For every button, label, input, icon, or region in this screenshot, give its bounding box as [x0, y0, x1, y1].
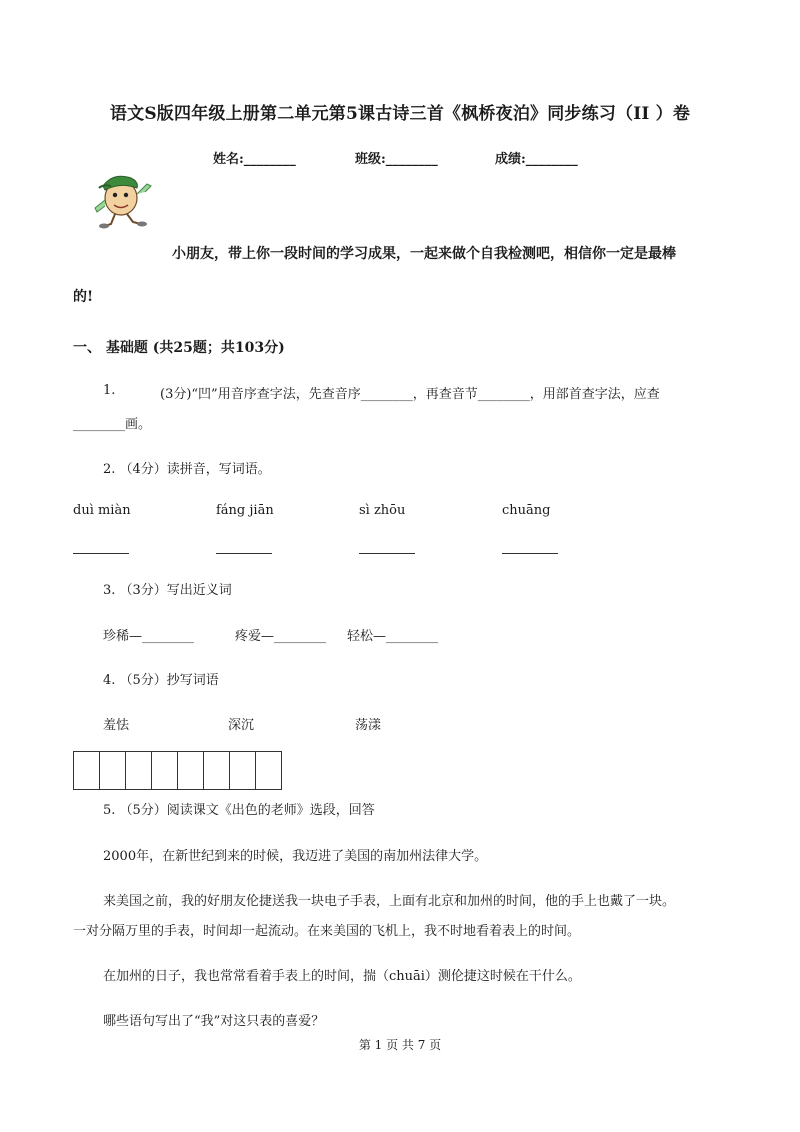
- q2-answer-blank-1[interactable]: [73, 553, 129, 554]
- q4-word-2: 深沉: [228, 718, 255, 733]
- writing-grid-cell[interactable]: [178, 752, 204, 789]
- q4-word-3: 荡漾: [355, 718, 382, 733]
- mascot-illustration: [85, 168, 157, 230]
- q4-word-1: 羞怯: [103, 718, 130, 733]
- q3-pair-1: 珍稀—________: [103, 629, 195, 644]
- q5-paragraph-3: 在加州的日子，我也常常看着手表上的时间，揣（chuāi）测伦捷这时候在干什么。: [103, 969, 581, 984]
- q1-number: 1.: [103, 383, 116, 398]
- q3-pair-2: 疼爱—________: [235, 629, 327, 644]
- intro-line-1: 小朋友，带上你一段时间的学习成果，一起来做个自我检测吧，相信你一定是最棒: [172, 246, 676, 262]
- q2-pinyin-3: sì zhōu: [359, 503, 406, 518]
- q2-answer-blank-2[interactable]: [216, 553, 272, 554]
- q4-header: 4. （5分）抄写词语: [103, 673, 219, 688]
- writing-grid-cell[interactable]: [126, 752, 152, 789]
- score-field: 成绩:________: [495, 152, 578, 167]
- q5-header: 5. （5分）阅读课文《出色的老师》选段，回答: [103, 803, 375, 818]
- intro-line-2: 的!: [73, 289, 94, 305]
- q1-text-line-2: ________画。: [73, 417, 152, 432]
- class-field: 班级:________: [355, 152, 438, 167]
- q3-header: 3. （3分）写出近义词: [103, 583, 232, 598]
- q3-pair-3: 轻松—________: [347, 629, 439, 644]
- writing-grid-cell[interactable]: [74, 752, 100, 789]
- writing-grid-cell[interactable]: [100, 752, 126, 789]
- q4-writing-grid[interactable]: [73, 751, 282, 790]
- q5-paragraph-1: 2000年，在新世纪到来的时候，我迈进了美国的南加州法律大学。: [103, 849, 488, 864]
- page-footer: 第 1 页 共 7 页: [358, 1038, 442, 1052]
- q5-paragraph-2-line-1: 来美国之前，我的好朋友伦捷送我一块电子手表，上面有北京和加州的时间，他的手上也戴了一块。: [103, 894, 676, 909]
- q2-answer-blank-3[interactable]: [359, 553, 415, 554]
- q2-pinyin-2: fáng jiān: [216, 503, 274, 518]
- writing-grid-cell[interactable]: [152, 752, 178, 789]
- q2-header: 2. （4分）读拼音，写词语。: [103, 462, 271, 477]
- q5-question: 哪些语句写出了“我”对这只表的喜爱？: [103, 1014, 325, 1029]
- writing-grid-cell[interactable]: [256, 752, 282, 789]
- writing-grid-cell[interactable]: [204, 752, 230, 789]
- q2-answer-blank-4[interactable]: [502, 553, 558, 554]
- q2-pinyin-4: chuāng: [502, 503, 551, 518]
- page-title: 语文S版四年级上册第二单元第5课古诗三首《枫桥夜泊》同步练习（II ）卷: [109, 104, 691, 124]
- section-1-title: 一、 基础题 (共25题；共103分): [73, 340, 285, 356]
- q1-text-line-1: (3分)“凹”用音序查字法，先查音序________，再查音节________，用部首查字法，应查: [160, 387, 660, 402]
- q2-pinyin-1: duì miàn: [73, 503, 131, 518]
- q5-paragraph-2-line-2: 一对分隔万里的手表，时间却一起流动。在来美国的飞机上，我不时地看着表上的时间。: [73, 924, 581, 939]
- writing-grid-cell[interactable]: [230, 752, 256, 789]
- name-field: 姓名:________: [213, 152, 296, 167]
